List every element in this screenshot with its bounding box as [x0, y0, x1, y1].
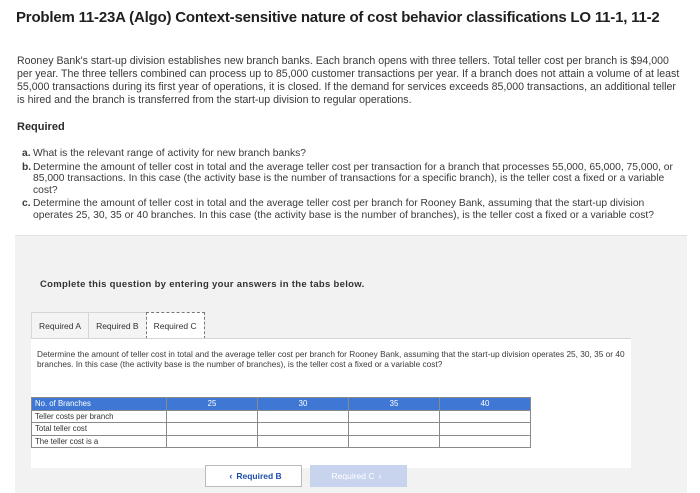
chevron-left-icon: ‹: [229, 471, 233, 481]
question-letter: c.: [22, 198, 31, 209]
answer-cell[interactable]: [349, 423, 440, 436]
table-header-label: No. of Branches: [32, 398, 167, 411]
answer-input[interactable]: [170, 411, 254, 422]
row-label: Teller costs per branch: [32, 410, 167, 423]
question-text: Determine the amount of teller cost in total and the average teller cost per transaction for a branch that processes 55,000, 65,000, 75,000, or 85,000 transactions. In this case (the activity base is the number of transactions for a specific branch), is the teller cost a fixed or a variable cost?: [33, 161, 673, 196]
table-row: [32, 435, 531, 448]
answer-input[interactable]: [352, 423, 436, 434]
question-text: Determine the amount of teller cost in total and the average teller cost per branch for Rooney Bank, assuming that the start-up division operates 25, 30, 35 or 40 branches. In this case (the activity base is the number of branches), is the teller cost a fixed or a variable cost?: [33, 198, 655, 221]
instruction-text: Complete this question by entering your answers in the tabs below.: [40, 279, 365, 290]
question-letter: b.: [22, 161, 32, 173]
answer-input[interactable]: [443, 411, 527, 422]
next-tab-label: Required C: [331, 471, 375, 481]
answer-cell[interactable]: [440, 423, 531, 436]
answer-input[interactable]: [443, 436, 527, 447]
question-text: What is the relevant range of activity for new branch banks?: [33, 148, 307, 159]
answer-input[interactable]: [261, 411, 345, 422]
table-row: [32, 410, 531, 423]
answer-input[interactable]: [261, 436, 345, 447]
answer-cell[interactable]: [167, 410, 258, 423]
next-tab-button[interactable]: [310, 465, 407, 487]
answer-input[interactable]: [170, 423, 254, 434]
question-letter: a.: [22, 148, 31, 159]
column-header: 25: [167, 398, 258, 411]
prev-tab-button[interactable]: [205, 465, 302, 487]
column-header: 40: [440, 398, 531, 411]
table-header-row: [32, 398, 531, 411]
table-row: [32, 423, 531, 436]
answer-cell[interactable]: [349, 410, 440, 423]
answer-input[interactable]: [170, 436, 254, 447]
required-heading: Required: [17, 121, 65, 133]
answer-input[interactable]: [443, 423, 527, 434]
answer-cell[interactable]: [258, 435, 349, 448]
answer-cell[interactable]: [349, 435, 440, 448]
answer-input[interactable]: [352, 436, 436, 447]
answer-input[interactable]: [352, 411, 436, 422]
required-list: [22, 148, 682, 223]
question-c: [22, 198, 682, 221]
chevron-right-icon: ›: [378, 471, 382, 481]
question-b: [22, 162, 682, 197]
answer-cell[interactable]: [167, 435, 258, 448]
column-header: 35: [349, 398, 440, 411]
answer-table: [31, 397, 531, 448]
row-label: The teller cost is a: [32, 435, 167, 448]
answer-cell[interactable]: [167, 423, 258, 436]
answer-cell[interactable]: [258, 423, 349, 436]
tab-required-b[interactable]: Required B: [88, 312, 147, 339]
prev-tab-label: Required B: [236, 471, 282, 481]
answer-cell[interactable]: [258, 410, 349, 423]
part-c-description: Determine the amount of teller cost in total and the average teller cost per branch for Rooney Bank, assuming that the start-up division operates 25, 30, 35 or 40 branches. In this case (the activity base is the number of branches), is the teller cost a fixed or a variable cost?: [37, 349, 625, 369]
problem-title: Problem 11-23A (Algo) Context-sensitive nature of cost behavior classifications LO 11-1, 11-2: [16, 9, 660, 26]
problem-intro: Rooney Bank's start-up division establishes new branch banks. Each branch opens with three tellers. Total teller cost per branch is $94,000 per year. The three tellers combined can process up to 85,000 customer transactions per year. If a branch does not attain a volume of at least 55,000 transactions during its first year of operations, it is closed. If the demand for services exceeds 85,000 transactions, an additional teller is hired and the branch is transferred from the start-up division to regular operations.: [17, 55, 680, 106]
answer-cell[interactable]: [440, 410, 531, 423]
row-label: Total teller cost: [32, 423, 167, 436]
answer-cell[interactable]: [440, 435, 531, 448]
question-a: [22, 148, 682, 160]
column-header: 30: [258, 398, 349, 411]
tab-required-a[interactable]: Required A: [31, 312, 89, 339]
tab-bar: [31, 312, 204, 339]
answer-input[interactable]: [261, 423, 345, 434]
tab-navigation: [205, 465, 407, 487]
tab-required-c[interactable]: Required C: [146, 312, 205, 339]
